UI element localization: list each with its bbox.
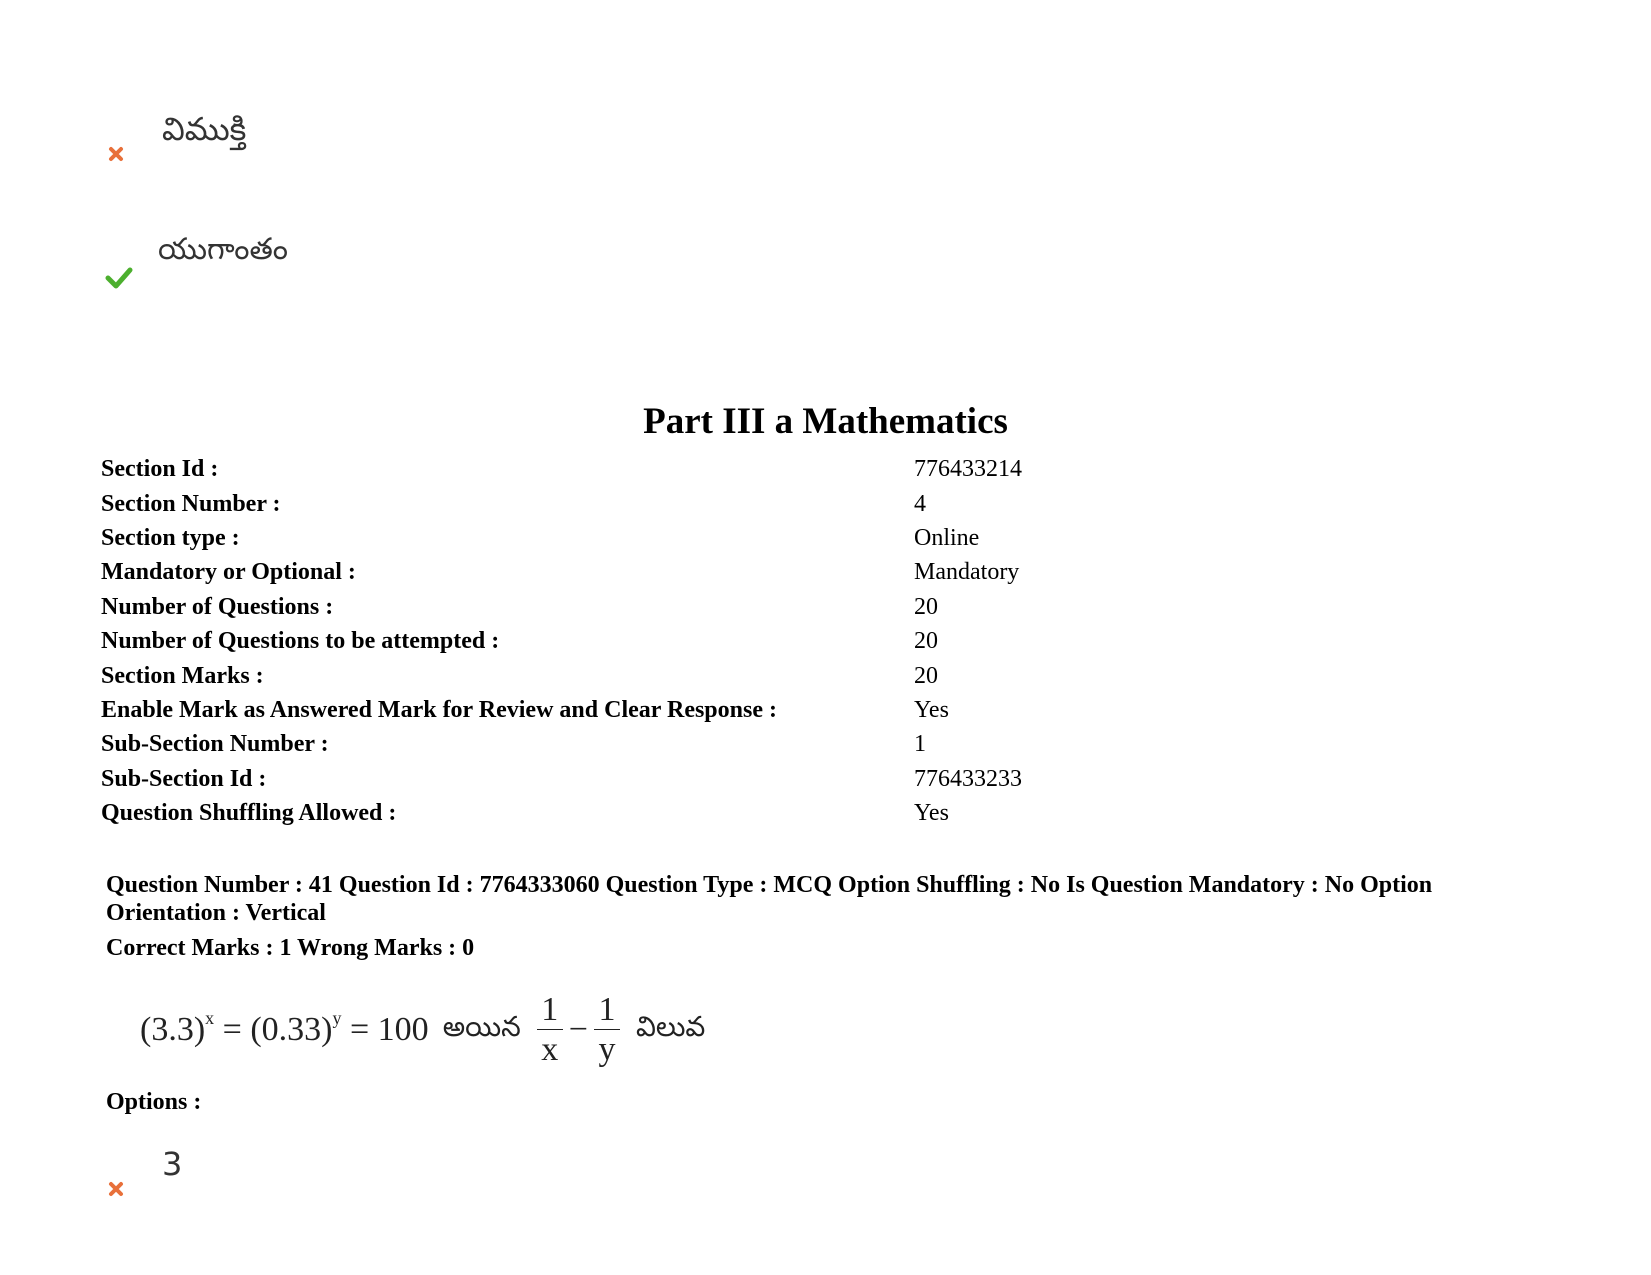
field-value: 20 <box>914 593 938 620</box>
minus-sign: − <box>568 1011 588 1048</box>
table-row <box>101 762 1022 796</box>
field-value: 776433214 <box>914 456 1022 483</box>
fraction-denominator: x <box>541 1030 559 1068</box>
option-text: యుగాంతం <box>158 232 289 267</box>
cross-icon <box>108 1181 124 1197</box>
question-body <box>140 985 719 1075</box>
field-label: Number of Questions : <box>101 593 334 620</box>
option-text: విముక్తి <box>162 110 247 148</box>
fraction-numerator: 1 <box>598 990 616 1028</box>
question-header: Question Number : 41 Question Id : 7764333060 Question Type : MCQ Option Shuffling : No Is Question Mandatory : No Option Orientation : Vertical <box>106 872 1433 926</box>
field-label: Section Number : <box>101 490 281 517</box>
fraction <box>594 991 620 1070</box>
question-marks: Correct Marks : 1 Wrong Marks : 0 <box>106 935 475 961</box>
table-row <box>101 555 1022 589</box>
telugu-text: అయిన <box>442 1010 521 1043</box>
field-value: Mandatory <box>914 559 1020 586</box>
field-value: Yes <box>914 800 949 827</box>
table-row <box>101 727 1022 761</box>
section-info-table <box>101 452 1022 830</box>
field-value: Yes <box>914 696 949 723</box>
fraction-denominator: y <box>598 1030 616 1068</box>
table-row <box>101 624 1022 658</box>
section-title: Part III a Mathematics <box>643 401 1008 442</box>
table-row <box>101 521 1022 555</box>
equation-term: (3.3) <box>140 1011 206 1048</box>
field-value: 4 <box>914 490 926 517</box>
field-label: Section Marks : <box>101 662 264 689</box>
field-label: Section Id : <box>101 456 219 483</box>
equation-exponent: x <box>205 1007 215 1028</box>
field-value: 1 <box>914 731 926 758</box>
field-value: 776433233 <box>914 765 1022 792</box>
cross-icon <box>108 146 124 162</box>
equation-rhs: = 100 <box>341 1011 429 1048</box>
field-value: Online <box>914 524 980 551</box>
telugu-text: విలువ <box>635 1010 706 1043</box>
table-row <box>101 693 1022 727</box>
options-label: Options : <box>106 1089 202 1115</box>
field-label: Enable Mark as Answered Mark for Review and Clear Response : <box>101 696 777 723</box>
table-row <box>101 796 1022 830</box>
equation-term: (0.33) <box>250 1011 333 1048</box>
field-value: 20 <box>914 662 938 689</box>
field-label: Section type : <box>101 524 240 551</box>
table-row <box>101 590 1022 624</box>
table-row <box>101 452 1022 486</box>
fraction-numerator: 1 <box>541 990 559 1028</box>
option-text: 3 <box>162 1145 183 1183</box>
field-label: Mandatory or Optional : <box>101 559 356 586</box>
check-icon <box>105 266 133 290</box>
field-label: Question Shuffling Allowed : <box>101 800 397 827</box>
field-label: Sub-Section Id : <box>101 765 267 792</box>
table-row <box>101 486 1022 520</box>
equation-equals: = <box>214 1011 251 1048</box>
field-value: 20 <box>914 628 938 655</box>
field-label: Sub-Section Number : <box>101 731 329 758</box>
equation-exponent: y <box>332 1007 342 1028</box>
fraction <box>537 991 563 1070</box>
field-label: Number of Questions to be attempted : <box>101 628 500 655</box>
table-row <box>101 658 1022 692</box>
